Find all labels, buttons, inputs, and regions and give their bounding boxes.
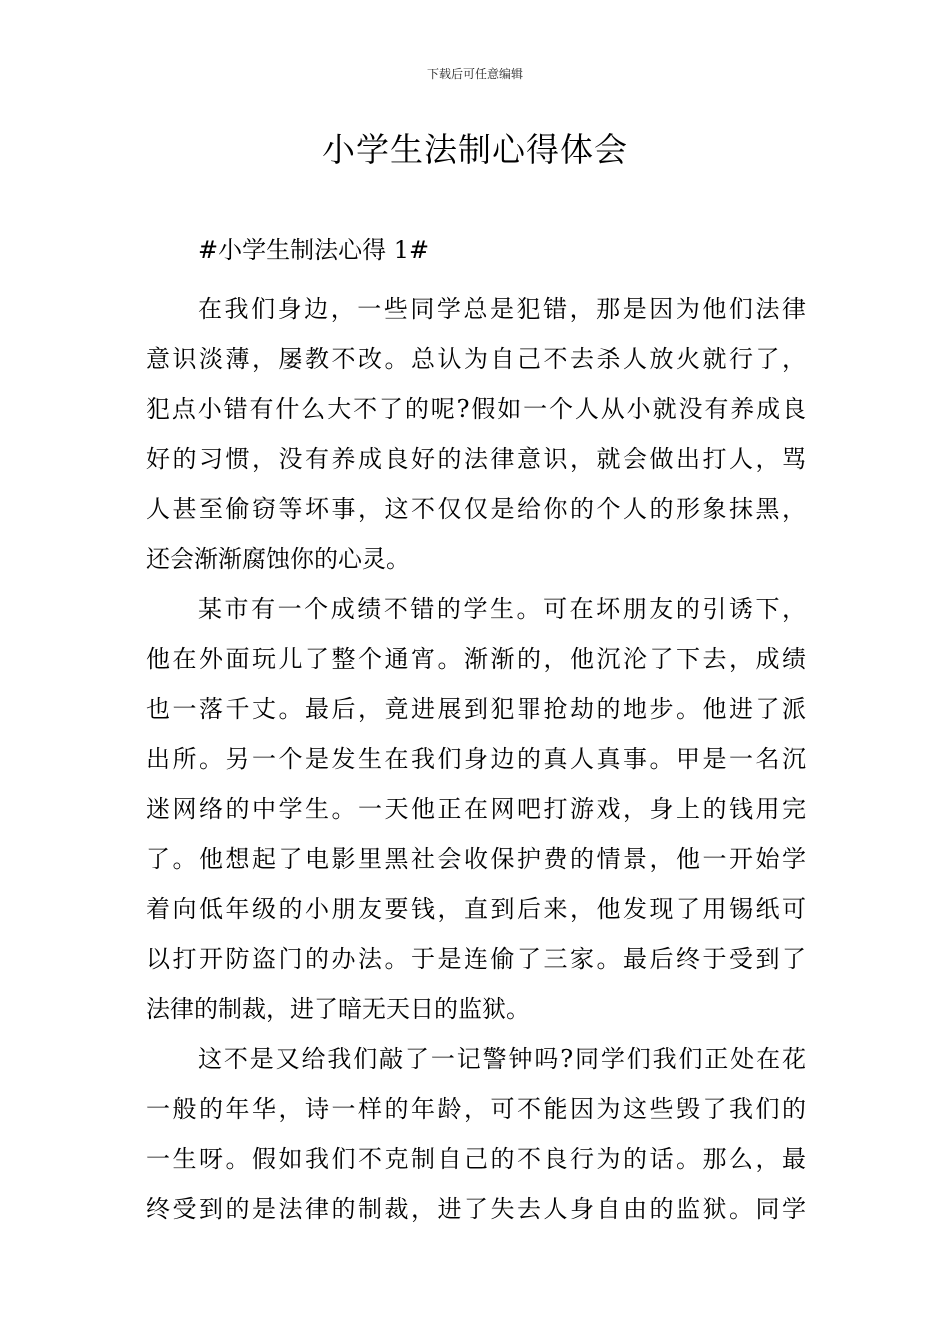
text-line: 好的习惯，没有养成良好的法律意识，就会做出打人，骂 [146, 445, 806, 473]
section-heading: #小学生制法心得 1# [198, 236, 430, 264]
text-line: 某市有一个成绩不错的学生。可在坏朋友的引诱下， [198, 595, 806, 623]
text-line: 出所。另一个是发生在我们身边的真人真事。甲是一名沉 [146, 745, 806, 773]
text-line: 这不是又给我们敲了一记警钟吗?同学们我们正处在花 [198, 1045, 806, 1073]
text-line: 犯点小错有什么大不了的呢?假如一个人从小就没有养成良 [146, 395, 806, 423]
text-line: 法律的制裁，进了暗无天日的监狱。 [146, 995, 530, 1023]
document-body [146, 228, 806, 1234]
text-line: 他在外面玩儿了整个通宵。渐渐的，他沉沦了下去，成绩 [146, 645, 806, 673]
text-line: 也一落千丈。最后，竟进展到犯罪抢劫的地步。他进了派 [146, 695, 806, 723]
text-line: 意识淡薄，屡教不改。总认为自己不去杀人放火就行了， [146, 345, 806, 373]
paragraph-3 [146, 1034, 806, 1234]
text-line: 终受到的是法律的制裁，进了失去人身自由的监狱。同学 [146, 1195, 806, 1223]
text-line: 人甚至偷窃等坏事，这不仅仅是给你的个人的形象抹黑， [146, 495, 806, 523]
paragraph-1 [146, 284, 806, 584]
document-title: 小学生法制心得体会 [322, 130, 628, 169]
text-line: 迷网络的中学生。一天他正在网吧打游戏，身上的钱用完 [146, 795, 806, 823]
text-line: 一生呀。假如我们不克制自己的不良行为的话。那么，最 [146, 1145, 806, 1173]
text-line: 一般的年华，诗一样的年龄，可不能因为这些毁了我们的 [146, 1095, 806, 1123]
text-line: 着向低年级的小朋友要钱，直到后来，他发现了用锡纸可 [146, 895, 806, 923]
text-line: 了。他想起了电影里黑社会收保护费的情景，他一开始学 [146, 845, 806, 873]
text-line: 还会渐渐腐蚀你的心灵。 [146, 545, 410, 573]
text-line: 以打开防盗门的办法。于是连偷了三家。最后终于受到了 [146, 945, 806, 973]
header-note: 下载后可任意编辑 [426, 67, 523, 81]
paragraph-2 [146, 584, 806, 1034]
text-line: 在我们身边，一些同学总是犯错，那是因为他们法律 [198, 295, 806, 323]
